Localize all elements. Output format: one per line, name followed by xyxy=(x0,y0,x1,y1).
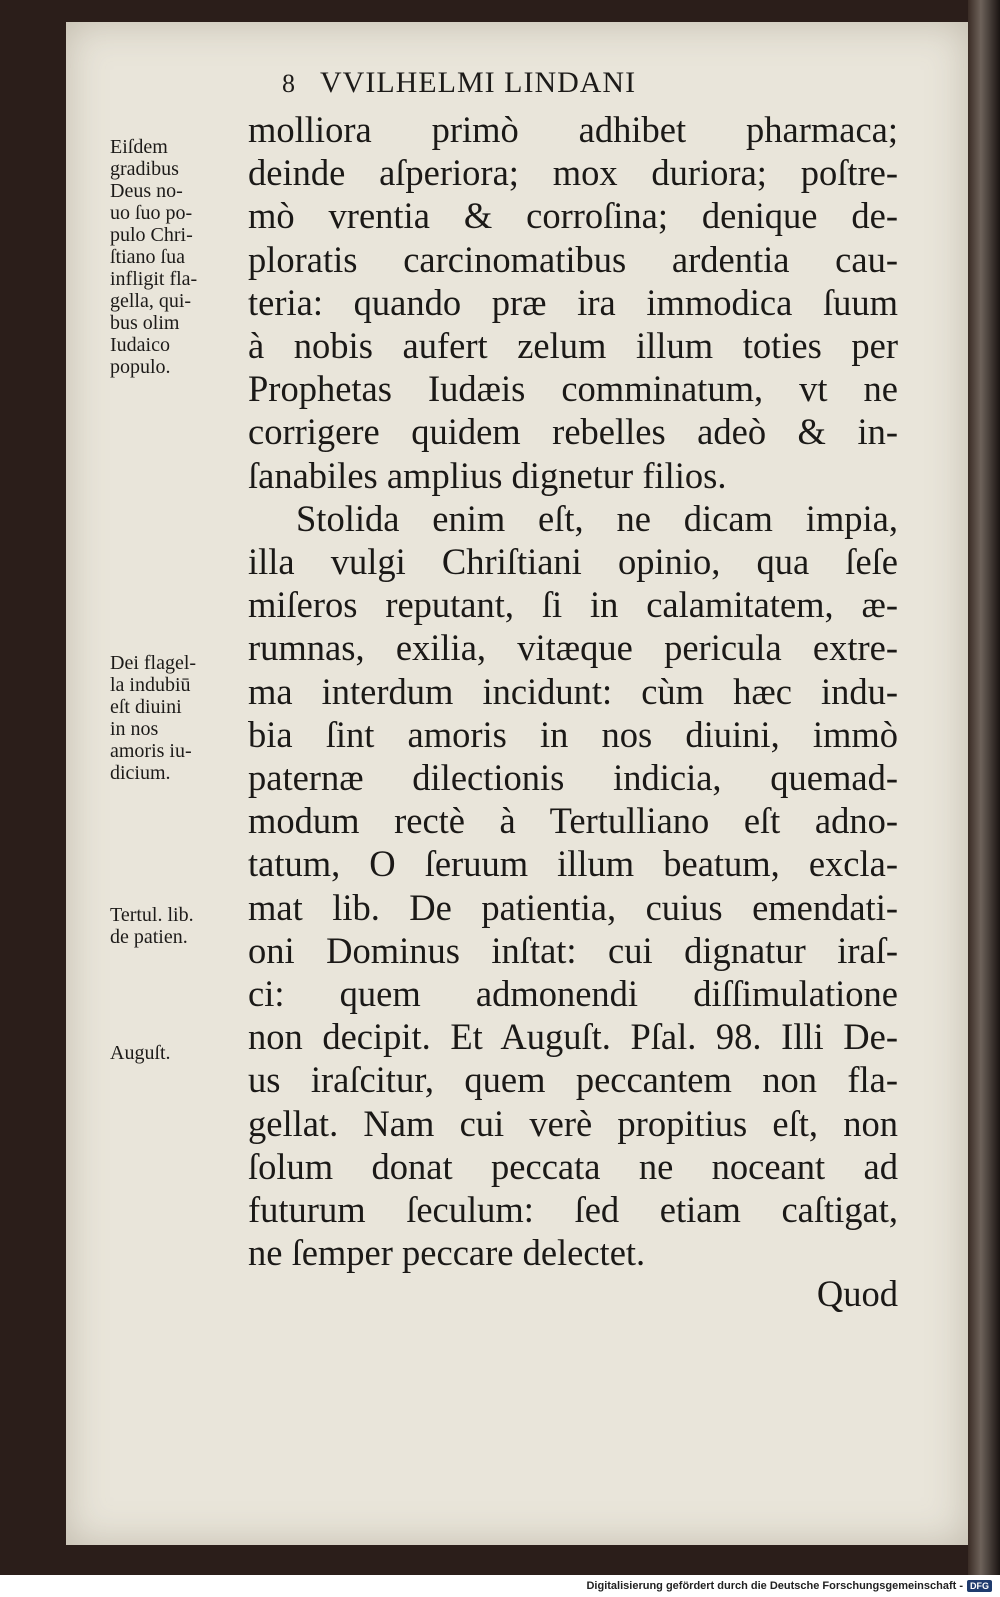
credit-text: Digitalisierung gefördert durch die Deutsche Forschungsgemeinschaft - xyxy=(586,1580,963,1592)
text-line: futurum ſeculum: ſed etiam caſtigat, xyxy=(248,1189,898,1231)
text-line: ploratis carcinomatibus ardentia cau- xyxy=(248,238,898,280)
marginal-note-line: dicium. xyxy=(110,762,171,784)
marginal-note-line: in nos xyxy=(110,718,159,740)
page-number: 8 xyxy=(282,69,296,98)
text-line: miſeros reputant, ſi in calamitatem, æ- xyxy=(248,584,898,626)
running-head xyxy=(282,66,922,100)
marginal-note-line: populo. xyxy=(110,356,171,378)
marginal-note-line: Deus no- xyxy=(110,180,183,202)
text-line: Prophetas Iudæis comminatum, vt ne xyxy=(248,368,898,410)
text-line: paternæ dilectionis indicia, quemad- xyxy=(248,757,898,799)
text-line: gellat. Nam cui verè propitius eſt, non xyxy=(248,1102,898,1144)
text-line: bia ſint amoris in nos diuini, immò xyxy=(248,713,898,755)
marginal-note-line: Tertul. lib. xyxy=(110,904,194,926)
text-line: modum rectè à Tertulliano eſt adno- xyxy=(248,800,898,842)
marginal-note-line: uo ſuo po- xyxy=(110,202,193,224)
text-line: non decipit. Et Auguſt. Pſal. 98. Illi De- xyxy=(248,1016,898,1058)
marginal-note-line: bus olim xyxy=(110,312,180,334)
main-text-block xyxy=(248,108,898,1274)
text-line: ſolum donat peccata ne noceant ad xyxy=(248,1145,898,1187)
marginal-note-line: gella, qui- xyxy=(110,290,192,312)
marginal-note-line: infligit fla- xyxy=(110,268,198,290)
marginal-note xyxy=(110,136,250,378)
marginal-note xyxy=(110,1042,250,1064)
catchword: Quod xyxy=(816,1273,898,1314)
text-line: molliora primò adhibet pharmaca; xyxy=(248,109,898,150)
text-line: ne ſemper peccare delectet. xyxy=(248,1232,646,1274)
marginal-note-line: gradibus xyxy=(110,158,179,180)
text-line: mò vrentia & corroſina; denique de- xyxy=(248,195,898,237)
marginal-note xyxy=(110,904,250,948)
marginal-note-line: Dei flagel- xyxy=(110,652,197,674)
dfg-logo: DFG xyxy=(967,1580,992,1592)
text-line: mat lib. De patientia, cuius emendati- xyxy=(248,886,898,928)
text-line: oni Dominus inſtat: cui dignatur iraſ- xyxy=(248,929,898,971)
digitization-credit xyxy=(0,1575,1000,1597)
marginal-note-line: pulo Chri- xyxy=(110,224,193,246)
marginal-note-line: Eiſdem xyxy=(110,136,168,158)
text-line: Stolida enim eſt, ne dicam impia, xyxy=(296,497,898,539)
text-line: illa vulgi Chriſtiani opinio, qua ſeſe xyxy=(248,541,898,583)
marginal-note-line: ſtiano ſua xyxy=(110,246,185,268)
marginal-note-line: amoris iu- xyxy=(110,740,192,762)
marginal-note xyxy=(110,652,250,784)
text-line: corrigere quidem rebelles adeò & in- xyxy=(248,411,898,453)
text-line: deinde aſperiora; mox duriora; poſtre- xyxy=(248,152,898,194)
marginal-note-line: de patien. xyxy=(110,926,188,948)
text-line: ci: quem admonendi diſſimulatione xyxy=(248,973,898,1015)
text-line: à nobis aufert zelum illum toties per xyxy=(248,325,898,367)
text-line: rumnas, exilia, vitæque pericula extre- xyxy=(248,627,898,669)
text-line: ma interdum incidunt: cùm hæc indu- xyxy=(248,670,898,712)
text-line: tatum, O ſeruum illum beatum, excla- xyxy=(248,843,898,885)
running-title: VVILHELMI LINDANI xyxy=(320,66,637,99)
marginal-note-line: Iudaico xyxy=(110,334,170,356)
marginal-note-line: Auguſt. xyxy=(110,1042,171,1064)
book-spine-edge xyxy=(968,0,1000,1575)
text-line: us iraſcitur, quem peccantem non fla- xyxy=(248,1059,898,1101)
marginal-note-line: eſt diuini xyxy=(110,696,182,718)
text-line: ſanabiles amplius dignetur filios. xyxy=(248,454,727,496)
text-line: teria: quando præ ira immodica ſuum xyxy=(248,281,898,323)
marginal-note-line: la indubiū xyxy=(110,674,191,696)
